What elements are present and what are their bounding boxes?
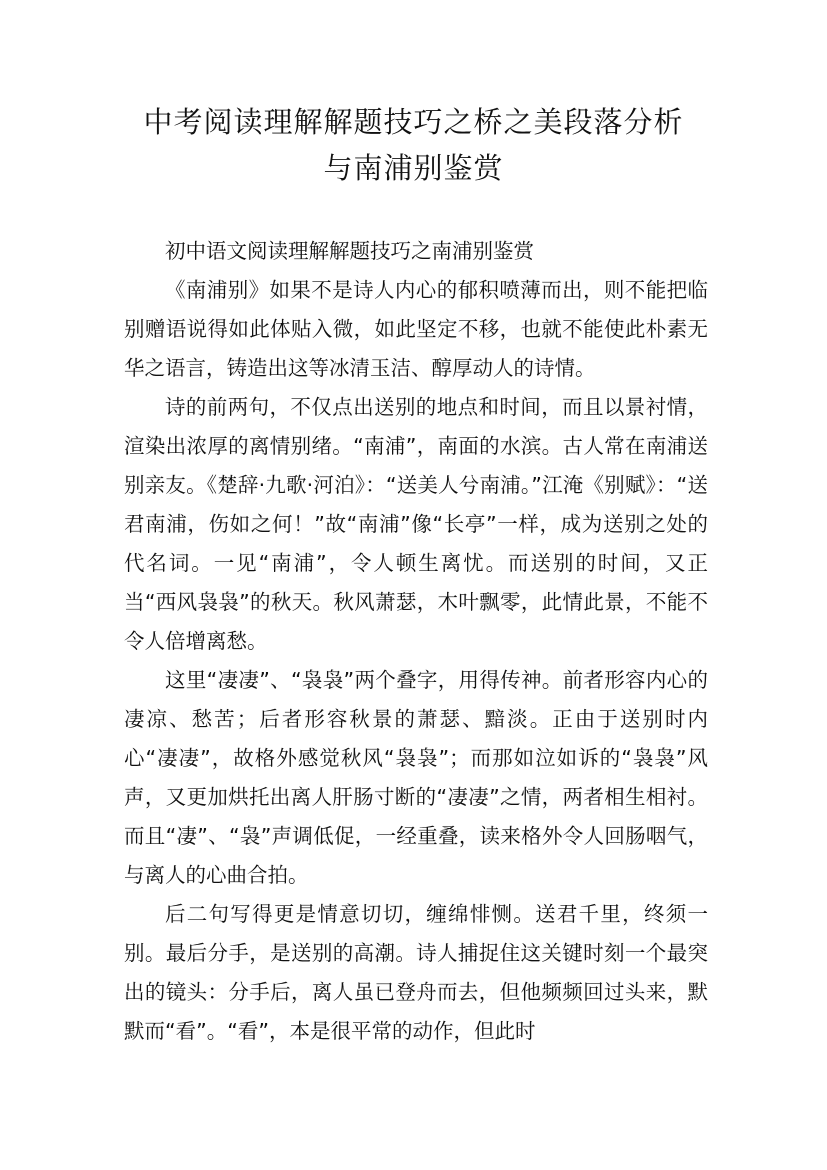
document-title-line-2: 与南浦别鉴赏 — [323, 151, 504, 185]
paragraph-3: 这里“凄凄”、“袅袅”两个叠字，用得传神。前者形容内心的凄凉、愁苦；后者形容秋景的萧瑟、黯淡。正由于送别时内心“凄凄”，故格外感觉秋风“袅袅”；而那如泣如诉的“袅袅”风声，又更加烘托出离人肝肠寸断的“凄凄”之情，两者相生相衬。而且“凄”、“袅”声调低促，一经重叠，读来格外令人回肠咽气，与离人的心曲合拍。 — [124, 668, 708, 887]
paragraph-1: 《南浦别》如果不是诗人内心的郁积喷薄而出，则不能把临别赠语说得如此体贴入微，如此坚定不移，也就不能使此朴素无华之语言，铸造出这等冰清玉洁、醇厚动人的诗情。 — [124, 278, 708, 380]
paragraph-2: 诗的前两句，不仅点出送别的地点和时间，而且以景衬情，渲染出浓厚的离情别绪。“南浦”，南面的水滨。古人常在南浦送别亲友。《楚辞·九歌·河泊》：“送美人兮南浦。”江淹《别赋》：“送君南浦，伤如之何！”故“南浦”像“长亭”一样，成为送别之处的代名词。一见“南浦”，令人顿生离忧。而送别的时间，又正当“西风袅袅”的秋天。秋风萧瑟，木叶飘零，此情此景，不能不令人倍增离愁。 — [124, 395, 708, 653]
document-body — [124, 232, 708, 1051]
section-subtitle: 初中语文阅读理解解题技巧之南浦别鉴赏 — [165, 239, 534, 263]
document-title-line-1: 中考阅读理解解题技巧之桥之美段落分析 — [143, 105, 684, 139]
paragraph-4: 后二句写得更是情意切切，缠绵悱恻。送君千里，终须一别。最后分手，是送别的高潮。诗人捕捉住这关键时刻一个最突出的镜头：分手后，离人虽已登舟而去，但他频频回过头来，默默而“看”。“看”，本是很平常的动作，但此时 — [124, 902, 708, 1043]
